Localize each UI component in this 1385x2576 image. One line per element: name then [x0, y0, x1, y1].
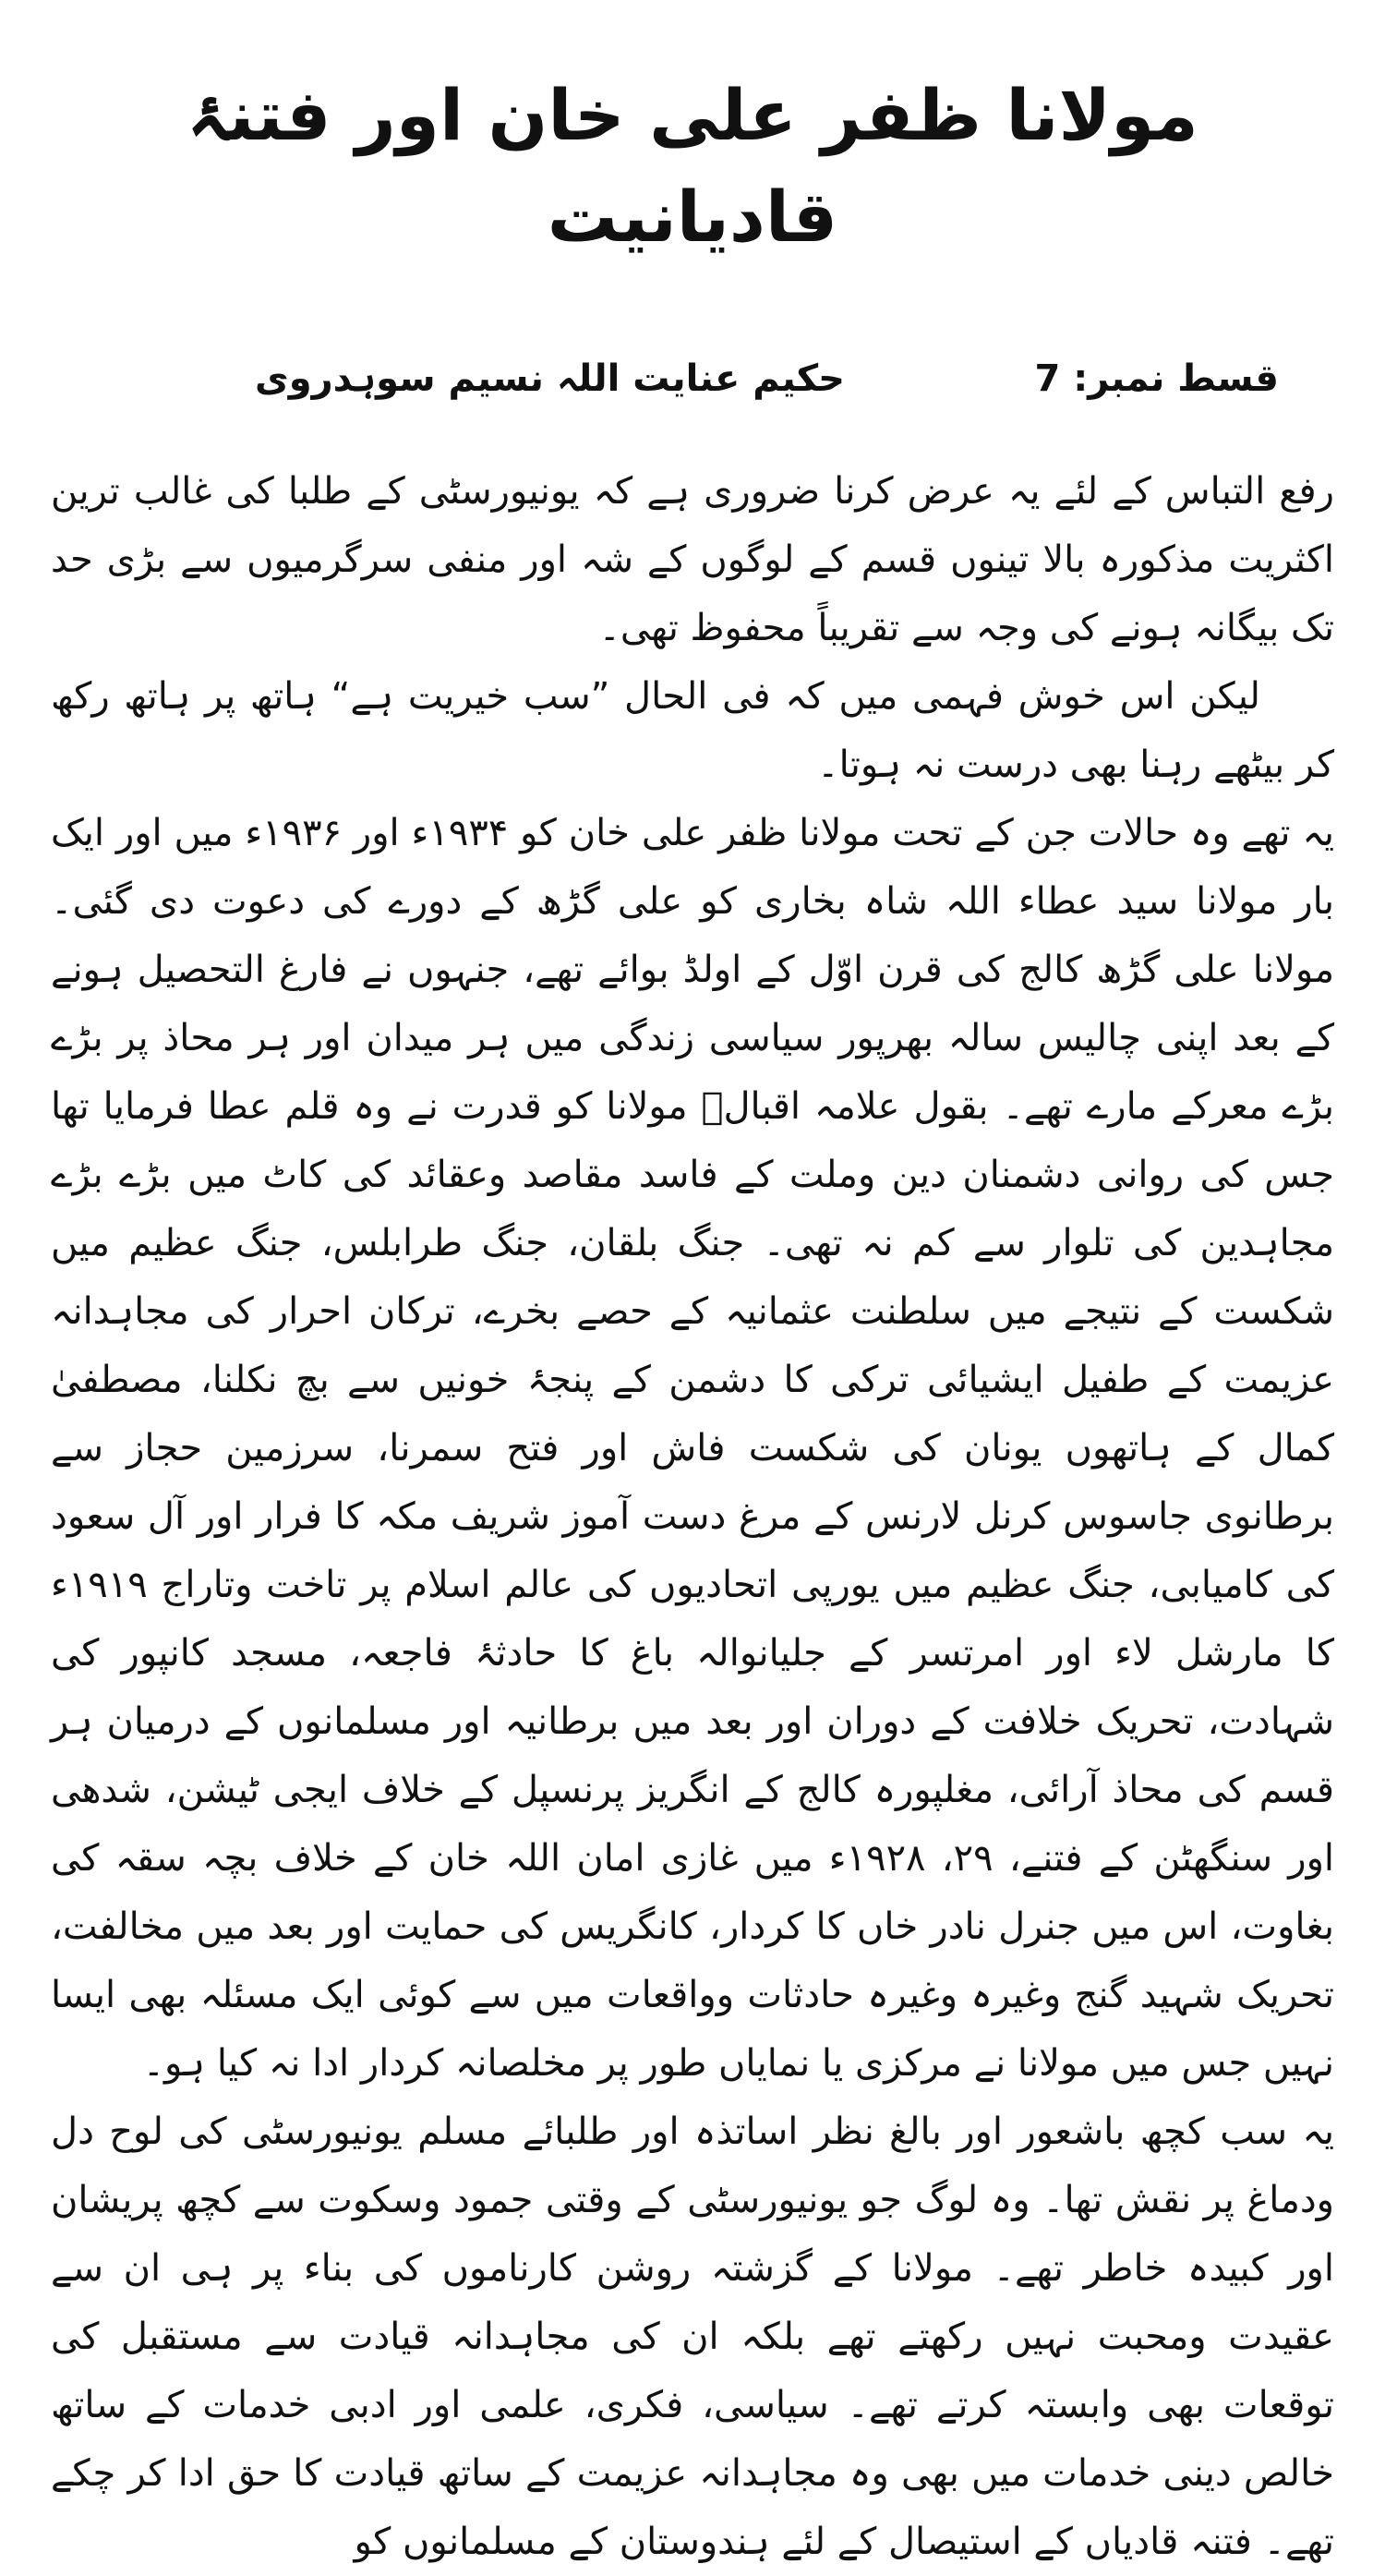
article-paragraph-2: لیکن اس خوش فہمی میں کہ فی الحال ”سب خیریت ہے“ ہاتھ پر ہاتھ رکھ کر بیٹھے رہنا بھی درست نہ ہوتا۔	[51, 675, 1334, 786]
installment-number: قسط نمبر: 7	[1034, 357, 1279, 400]
author-name: حکیم عنایت اللہ نسیم سوہدروی	[255, 357, 845, 400]
byline	[51, 351, 1334, 406]
article-paragraph-1: رفع التباس کے لئے یہ عرض کرنا ضروری ہے کہ یونیورسٹی کے طلبا کی غالب ترین اکثریت مذکورہ بالا تینوں قسم کے لوگوں کے شہ اور منفی سرگرمیوں سے بڑی حد تک بیگانہ ہونے کی وجہ سے تقریباً محفوظ تھی۔	[51, 470, 1334, 649]
article-paragraph-4: یہ سب کچھ باشعور اور بالغ نظر اساتذہ اور طلبائے مسلم یونیورسٹی کی لوح دل ودماغ پر نقش تھا۔ وہ لوگ جو یونیورسٹی کے وقتی جمود وسکوت سے کچھ پریشان اور کبیدہ خاطر تھے۔ مولانا کے گزشتہ روشن کارناموں کی بناء پر ہی ان سے عقیدت ومحبت نہیں رکھتے تھے بلکہ ان کی مجاہدانہ قیادت سے مستقبل کی توقعات بھی وابستہ کرتے تھے۔ سیاسی، فکری، علمی اور ادبی خدمات کے ساتھ خالص دینی خدمات میں بھی وہ مجاہدانہ عزیمت کے ساتھ قیادت کا حق ادا کر چکے تھے۔ فتنہ قادیاں کے استیصال کے لئے ہندوستان کے مسلمانوں کو	[51, 2110, 1334, 2563]
article-title: مولانا ظفر علی خان اور فتنۂ قادیانیت	[187, 74, 1198, 258]
article-paragraph-3: یہ تھے وہ حالات جن کے تحت مولانا ظفر علی خان کو ۱۹۳۴ء اور ۱۹۳۶ء میں اور ایک بار مولانا سید عطاء اللہ شاہ بخاری کو علی گڑھ کے دورے کی دعوت دی گئی۔ مولانا علی گڑھ کالج کی قرن اوّل کے اولڈ بوائے تھے، جنہوں نے فارغ التحصیل ہونے کے بعد اپنی چالیس سالہ بھرپور سیاسی زندگی میں ہر میدان اور ہر محاذ پر بڑے بڑے معرکے مارے تھے۔ بقول علامہ اقبالؒ مولانا کو قدرت نے وہ قلم عطا فرمایا تھا جس کی روانی دشمنان دین وملت کے فاسد مقاصد وعقائد کی کاٹ میں بڑے بڑے مجاہدین کی تلوار سے کم نہ تھی۔ جنگ بلقان، جنگ طرابلس، جنگ عظیم میں شکست کے نتیجے میں سلطنت عثمانیہ کے حصے بخرے، ترکان احرار کی مجاہدانہ عزیمت کے طفیل ایشیائی ترکی کا دشمن کے پنجۂ خونیں سے بچ نکلنا، مصطفیٰ کمال کے ہاتھوں یونان کی شکست فاش اور فتح سمرنا، سرزمین حجاز سے برطانوی جاسوس کرنل لارنس کے مرغ دست آموز شریف مکہ کا فرار اور آل سعود کی کامیابی، جنگ عظیم میں یورپی اتحادیوں کی عالم اسلام پر تاخت وتاراج ۱۹۱۹ء کا مارشل لاء اور امرتسر کے جلیانوالہ باغ کا حادثۂ فاجعہ، مسجد کانپور کی شہادت، تحریک خلافت کے دوران اور بعد میں برطانیہ اور مسلمانوں کے درمیان ہر قسم کی محاذ آرائی، مغلپورہ کالج کے انگریز پرنسپل کے خلاف ایجی ٹیشن، شدھی اور سنگھٹن کے فتنے، ۲۹، ۱۹۲۸ء میں غازی امان اللہ خان کے خلاف بچہ سقہ کی بغاوت، اس میں جنرل نادر خاں کا کردار، کانگریس کی حمایت اور بعد میں مخالفت، تحریک شہید گنج وغیرہ وغیرہ حادثات وواقعات میں سے کوئی ایک مسئلہ بھی ایسا نہیں جس میں مولانا نے مرکزی یا نمایاں طور پر مخلصانہ کردار ادا نہ کیا ہو۔	[51, 812, 1335, 2085]
